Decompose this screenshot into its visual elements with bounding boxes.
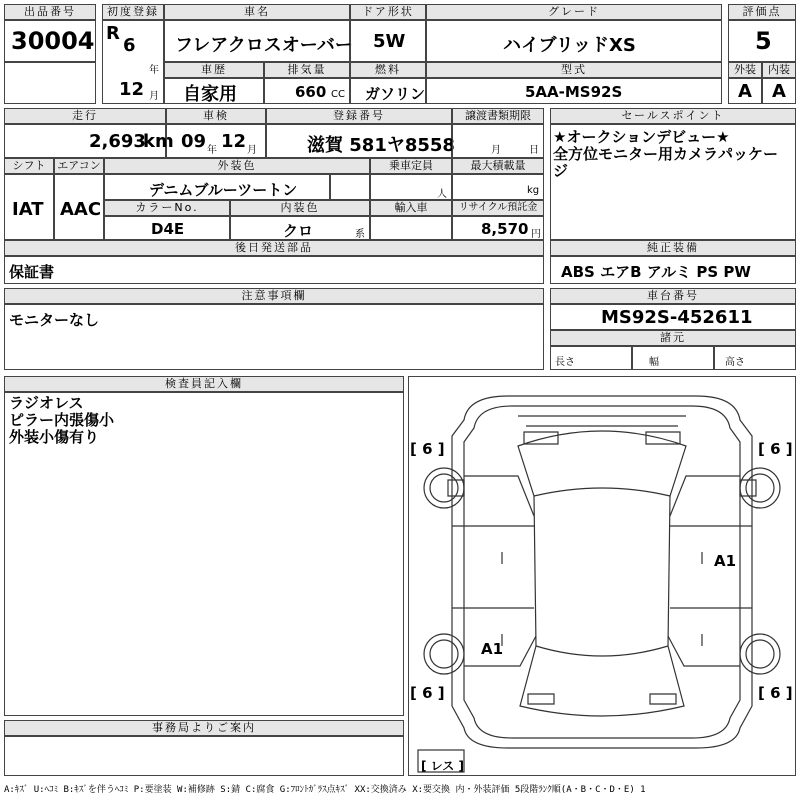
recycle-unit: 円: [531, 229, 541, 240]
inspection-year-unit: 年: [207, 145, 217, 156]
sales-point-text: ★オークションデビュー★ 全方位モニター用カメラパッケージ: [553, 128, 779, 180]
first-registration-label: 初度登録: [102, 4, 164, 20]
displacement-unit: CC: [331, 89, 345, 100]
fuel-box: [350, 78, 426, 104]
score-label: 評価点: [728, 4, 796, 20]
later-parts-label: 後日発送部品: [4, 240, 544, 256]
first-registration-box: [102, 20, 164, 104]
spare-tire: [ レス ]: [421, 759, 464, 773]
import-label: 輸入車: [370, 200, 452, 216]
lot-number-box: [4, 20, 96, 62]
transfer-day-unit: 日: [529, 145, 539, 156]
tire-rear-right: [ 6 ]: [758, 684, 793, 702]
office-notice-label: 事務局よりご案内: [4, 720, 404, 736]
displacement-box: [264, 78, 350, 104]
year-unit: 年: [149, 65, 159, 76]
recycle-fee: 8,570: [481, 220, 529, 238]
transfer-month-unit: 月: [491, 145, 501, 156]
wheel-front-left: [424, 468, 464, 508]
history-box: [164, 78, 264, 104]
car-diagram: [408, 376, 796, 776]
max-load-box: [452, 174, 544, 200]
inspector-notes-label: 検査員記入欄: [4, 376, 404, 392]
mileage: 2,693: [89, 131, 146, 152]
model: 5AA-MS92S: [525, 83, 623, 101]
shift: IAT: [12, 199, 44, 220]
interior-label: 内装: [762, 62, 796, 78]
recycle-label: リサイクル預託金: [452, 200, 544, 216]
aircon: AAC: [60, 199, 102, 220]
inspection-year: 09: [181, 131, 207, 152]
history: 自家用: [183, 84, 237, 105]
notes-box: [4, 304, 544, 370]
height-box: [714, 346, 796, 370]
inspection-month-unit: 月: [247, 145, 257, 156]
color-box: [104, 174, 330, 200]
import-box: [370, 216, 452, 240]
genuine-equipment-box: [550, 256, 796, 284]
height-label: 高さ: [725, 357, 745, 368]
notes: モニターなし: [9, 311, 100, 329]
chassis-number: MS92S-452611: [601, 307, 753, 328]
mileage-unit: km: [143, 131, 174, 152]
registration-number-label: 登録番号: [266, 108, 452, 124]
car-name: フレアクロスオーバー: [175, 35, 353, 56]
interior-color-suffix: 系: [355, 229, 365, 240]
width-label: 幅: [649, 357, 659, 368]
era: R: [106, 23, 120, 44]
recycle-box: [452, 216, 544, 240]
aircon-label: エアコン: [54, 158, 104, 174]
later-parts: 保証書: [9, 263, 55, 281]
grade-label: グレード: [426, 4, 722, 20]
color-extra: [330, 174, 370, 200]
color-label: 外装色: [104, 158, 370, 174]
score: 5: [755, 27, 772, 55]
aircon-box: [54, 174, 104, 240]
capacity-label: 乗車定員: [370, 158, 452, 174]
office-notice-box: [4, 736, 404, 776]
month-unit: 月: [149, 91, 159, 102]
width-box: [632, 346, 714, 370]
model-box: [426, 78, 722, 104]
specs-label: 諸元: [550, 330, 796, 346]
color-number-box: [104, 216, 230, 240]
wheel-front-right: [740, 468, 780, 508]
interior-color: クロ: [283, 222, 314, 240]
inspector-notes-box: [4, 392, 404, 716]
tire-front-right: [ 6 ]: [758, 440, 793, 458]
transfer-deadline-box: [452, 124, 544, 158]
tire-rear-left: [ 6 ]: [410, 684, 445, 702]
max-load-unit: kg: [527, 185, 540, 196]
capacity-unit: 人: [437, 189, 447, 200]
max-load-label: 最大積載量: [452, 158, 544, 174]
mileage-box: [4, 124, 174, 158]
inspection-box: [166, 124, 266, 158]
grade: ハイブリッドXS: [503, 35, 636, 56]
transfer-deadline-label: 譲渡書類期限: [452, 108, 544, 124]
inspector-notes: ラジオレス ピラー内張傷小 外装小傷有り: [9, 394, 115, 446]
damage-legend: A:ｷｽﾞ U:ﾍｺﾐ B:ｷｽﾞを伴うﾍｺﾐ P:要塗装 W:補修跡 S:錆 C:腐食 G:ﾌﾛﾝﾄｶﾞﾗｽ点ｷｽﾞ XX:交換済み X:要交換 内・外装評価 5段階ﾗﾝｸ順(A・B・C・D・E) 1: [4, 785, 646, 795]
sales-point-box: [550, 124, 796, 240]
car-name-label: 車名: [164, 4, 350, 20]
fuel: ガソリン: [365, 85, 426, 103]
registration-year: 6: [123, 35, 136, 56]
interior-box: [762, 78, 796, 104]
shift-box: [4, 174, 54, 240]
exterior-label: 外装: [728, 62, 762, 78]
fuel-label: 燃料: [350, 62, 426, 78]
color-number-label: カラーNo.: [104, 200, 230, 216]
door-type: 5W: [373, 31, 406, 52]
exterior-color: デニムブルーツートン: [149, 181, 298, 199]
chassis-number-box: [550, 304, 796, 330]
interior-color-box: [230, 216, 370, 240]
door-box: [350, 20, 426, 62]
length-label: 長さ: [555, 357, 575, 368]
displacement-label: 排気量: [264, 62, 350, 78]
chassis-number-label: 車台番号: [550, 288, 796, 304]
inspection-month: 12: [221, 131, 247, 152]
registration-number-box: [266, 124, 455, 158]
length-box: [550, 346, 632, 370]
interior-grade: A: [772, 81, 786, 102]
displacement: 660: [295, 83, 327, 101]
exterior-grade: A: [738, 81, 752, 102]
sales-point-label: セールスポイント: [550, 108, 796, 124]
exterior-box: [728, 78, 762, 104]
lot-number-label: 出品番号: [4, 4, 96, 20]
wheel-rear-left: [424, 634, 464, 674]
damage-mark-left: A1: [481, 640, 504, 658]
car-name-box: [164, 20, 353, 62]
damage-mark-right: A1: [714, 552, 737, 570]
registration-number: 滋賀 581ヤ8558: [307, 135, 455, 156]
inspection-label: 車検: [166, 108, 266, 124]
lot-number: 30004: [11, 27, 95, 55]
capacity-box: [370, 174, 452, 200]
door-label: ドア形状: [350, 4, 426, 20]
lot-blank: [4, 62, 96, 104]
mileage-label: 走行: [4, 108, 166, 124]
interior-color-label: 内装色: [230, 200, 370, 216]
tire-front-left: [ 6 ]: [410, 440, 445, 458]
score-box: [728, 20, 796, 62]
registration-month: 12: [119, 79, 145, 100]
later-parts-box: [4, 256, 544, 284]
notes-label: 注意事項欄: [4, 288, 544, 304]
grade-box: [426, 20, 722, 62]
shift-label: シフト: [4, 158, 54, 174]
genuine-equipment: ABS エアB アルミ PS PW: [561, 263, 751, 281]
history-label: 車歴: [164, 62, 264, 78]
color-number: D4E: [151, 220, 185, 238]
model-label: 型式: [426, 62, 722, 78]
wheel-rear-right: [740, 634, 780, 674]
genuine-equipment-label: 純正装備: [550, 240, 796, 256]
